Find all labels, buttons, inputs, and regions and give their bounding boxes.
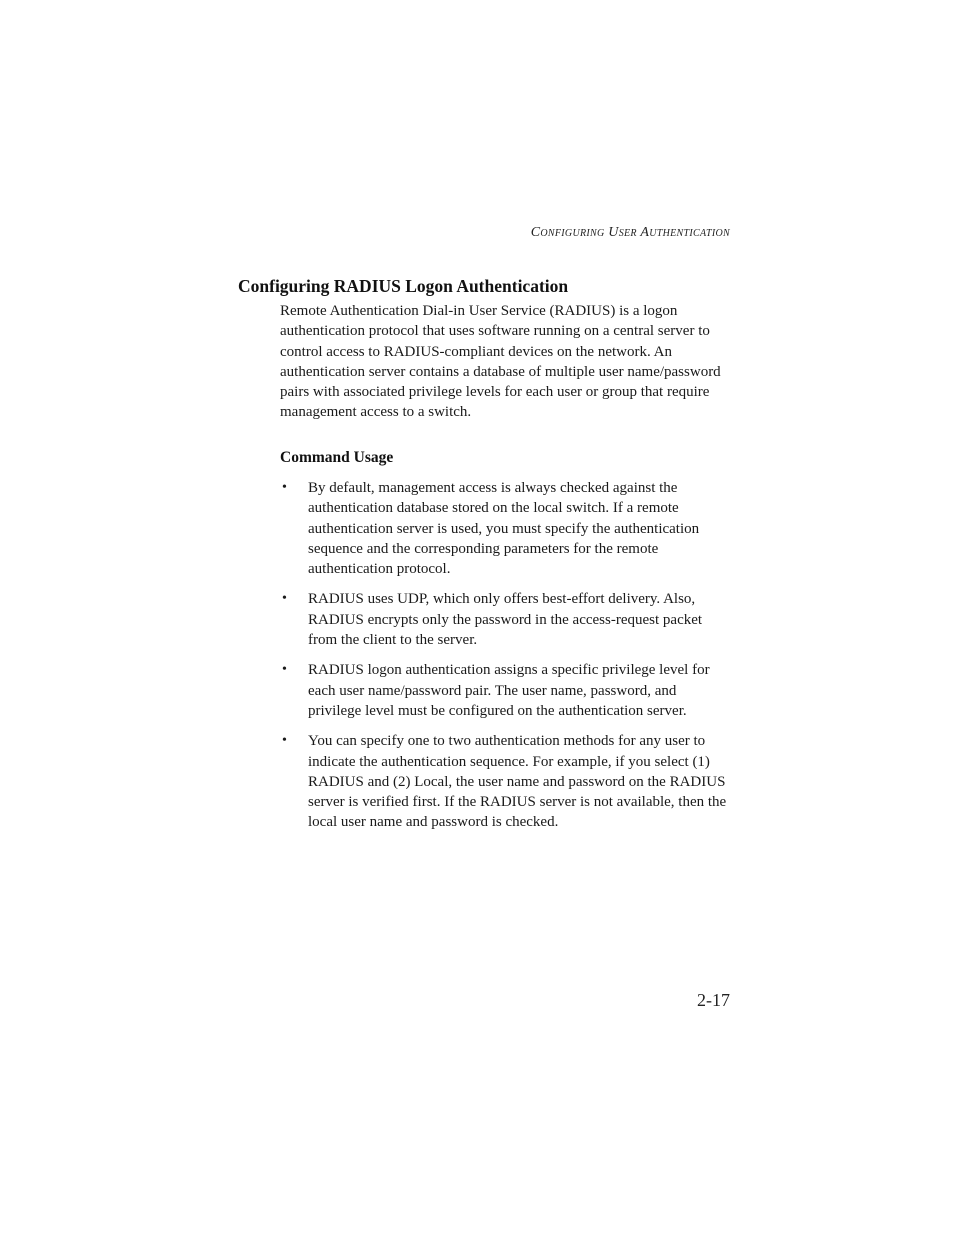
bullet-icon: • xyxy=(282,733,287,749)
bullet-icon: • xyxy=(282,591,287,607)
list-item xyxy=(280,478,730,579)
command-usage-title: Command Usage xyxy=(280,449,394,466)
list-item xyxy=(280,589,730,650)
section-title: Configuring RADIUS Logon Authentication xyxy=(238,276,569,296)
list-item-text: RADIUS logon authentication assigns a specific privilege level for each user name/password pair. The user name, password, and privilege level must be configured on the authentication server. xyxy=(308,662,710,719)
list-item-text: You can specify one to two authentication methods for any user to indicate the authentication sequence. For example, if you select (1) RADIUS and (2) Local, the user name and password on the RADIUS server is verified first. If the RADIUS server is not available, then the local user name and password is checked. xyxy=(308,733,727,831)
bullet-icon: • xyxy=(282,662,287,678)
list-item-text: By default, management access is always checked against the authentication database stored on the local switch. If a remote authentication server is used, you must specify the authentication sequence and the corresponding parameters for the remote authentication protocol. xyxy=(308,480,700,578)
list-item xyxy=(280,731,730,832)
list-item-text: RADIUS uses UDP, which only offers best-effort delivery. Also, RADIUS encrypts only the password in the access-request packet from the client to the server. xyxy=(308,591,703,649)
running-header: Configuring User Authentication xyxy=(530,225,730,240)
intro-paragraph: Remote Authentication Dial-in User Service (RADIUS) is a logon authentication protocol that uses software running on a central server to control access to RADIUS-compliant devices on the network. An authentication server contains a database of multiple user name/password pairs with associated privilege levels for each user or group that require management access to a switch. xyxy=(280,303,721,421)
page-number: 2-17 xyxy=(697,990,730,1010)
list-item xyxy=(280,660,730,721)
command-usage-list xyxy=(280,478,730,843)
bullet-icon: • xyxy=(282,480,287,495)
